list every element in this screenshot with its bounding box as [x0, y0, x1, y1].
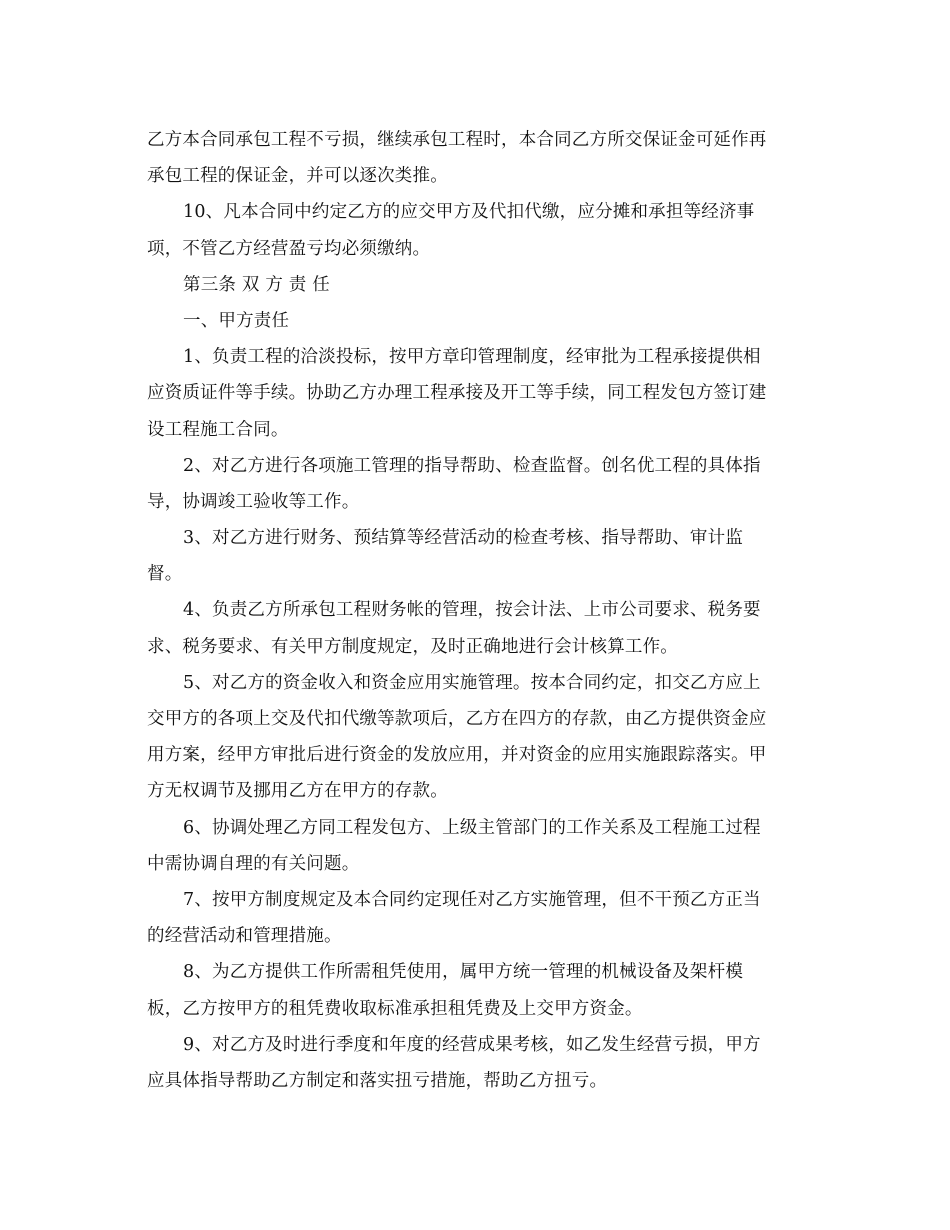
paragraph-a6 — [147, 810, 807, 882]
text-line: 2、对乙方进行各项施工管理的指导帮助、检查监督。创名优工程的具体指 — [183, 455, 761, 476]
text-line: 应资质证件等手续。协助乙方办理工程承接及开工等手续，同工程发包方签订建 — [147, 383, 767, 404]
text-line: 5、对乙方的资金收入和资金应用实施管理。按本合同约定，扣交乙方应上 — [183, 672, 761, 693]
paragraph-a2 — [147, 448, 807, 520]
text-line: 6、协调处理乙方同工程发包方、上级主管部门的工作关系及工程施工过程 — [183, 817, 761, 838]
paragraph-a5 — [147, 665, 807, 810]
paragraph-a8 — [147, 954, 807, 1026]
text-line: 中需协调自理的有关问题。 — [147, 853, 360, 874]
paragraph-clause-10 — [147, 194, 807, 266]
paragraph-a9 — [147, 1027, 807, 1099]
text-line: 督。 — [147, 564, 183, 585]
text-line: 交甲方的各项上交及代扣代缴等款项后，乙方在四方的存款，由乙方提供资金应 — [147, 709, 767, 729]
text-line: 导，协调竣工验收等工作。 — [147, 491, 360, 512]
paragraph-continuation — [147, 122, 807, 194]
party-a-heading — [147, 303, 807, 339]
text-line: 的经营活动和管理措施。 — [147, 926, 342, 947]
paragraph-a1 — [147, 339, 807, 448]
section-heading: 第三条 双 方 责 任 — [183, 274, 330, 295]
text-line: 应具体指导帮助乙方制定和落实扭亏措施，帮助乙方扭亏。 — [147, 1070, 608, 1091]
text-line: 9、对乙方及时进行季度和年度的经营成果考核，如乙发生经营亏损，甲方 — [183, 1034, 761, 1055]
text-line: 7、按甲方制度规定及本合同约定现任对乙方实施管理，但不干预乙方正当 — [183, 889, 761, 910]
text-line: 设工程施工合同。 — [147, 419, 289, 440]
paragraph-a4 — [147, 592, 807, 664]
text-line: 承包工程的保证金，并可以逐次类推。 — [147, 166, 448, 187]
text-line: 方无权调节及挪用乙方在甲方的存款。 — [147, 781, 448, 802]
text-line: 10、凡本合同中约定乙方的应交甲方及代扣代缴，应分摊和承担等经济事 — [183, 202, 755, 223]
text-line: 4、负责乙方所承包工程财务帐的管理，按会计法、上市公司要求、税务要 — [183, 600, 761, 621]
text-line: 8、为乙方提供工作所需租凭使用，属甲方统一管理的机械设备及架杆模 — [183, 962, 744, 983]
document-body — [147, 122, 807, 1099]
paragraph-a7 — [147, 882, 807, 954]
text-line: 乙方本合同承包工程不亏损，继续承包工程时，本合同乙方所交保证金可延作再 — [147, 130, 767, 150]
text-line: 用方案，经甲方审批后进行资金的发放应用，并对资金的应用实施跟踪落实。甲 — [147, 745, 767, 766]
text-line: 求、税务要求、有关甲方制度规定，及时正确地进行会计核算工作。 — [147, 636, 678, 657]
subsection-heading: 一、甲方责任 — [183, 310, 290, 331]
text-line: 板，乙方按甲方的租凭费收取标准承担租凭费及上交甲方资金。 — [147, 998, 643, 1019]
paragraph-a3 — [147, 520, 807, 592]
text-line: 项，不管乙方经营盈亏均必须缴纳。 — [147, 238, 431, 259]
article-3-heading — [147, 267, 807, 303]
text-line: 1、负责工程的洽淡投标，按甲方章印管理制度，经审批为工程承接提供相 — [183, 347, 761, 368]
text-line: 3、对乙方进行财务、预结算等经营活动的检查考核、指导帮助、审计监 — [183, 528, 744, 549]
